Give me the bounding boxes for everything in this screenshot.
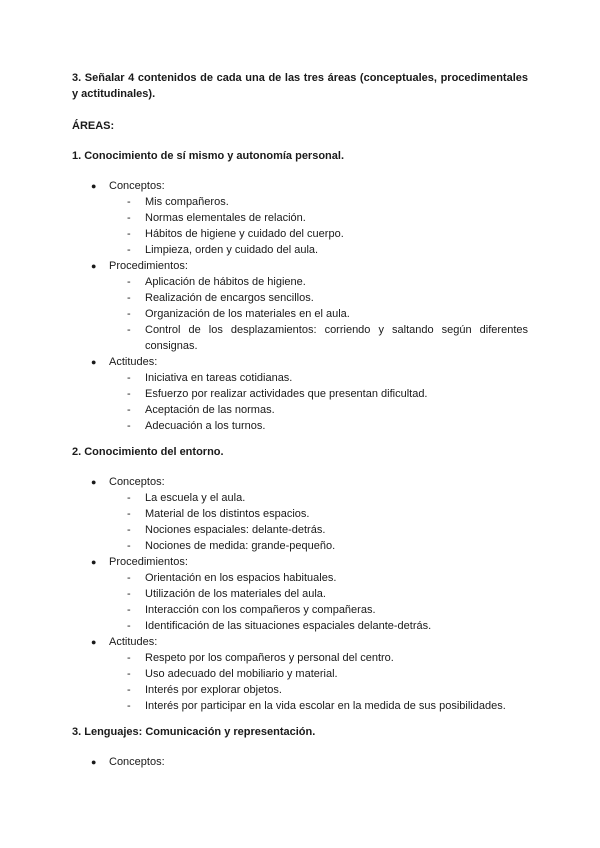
document-page bbox=[72, 70, 528, 780]
category-item bbox=[72, 474, 528, 554]
category-label: Conceptos: bbox=[109, 180, 165, 192]
content-text: Material de los distintos espacios. bbox=[145, 508, 310, 520]
content-text: Uso adecuado del mobiliario y material. bbox=[145, 668, 338, 680]
content-item bbox=[72, 418, 528, 434]
bullet-icon: ● bbox=[91, 557, 97, 567]
dash-marker: - bbox=[127, 668, 131, 680]
dash-marker: - bbox=[127, 212, 131, 224]
dash-marker: - bbox=[127, 588, 131, 600]
content-item bbox=[72, 586, 528, 602]
content-text: Normas elementales de relación. bbox=[145, 212, 306, 224]
content-text: Control de los desplazamientos: corriendo y saltando según diferentes consignas. bbox=[145, 324, 528, 352]
content-text: Adecuación a los turnos. bbox=[145, 420, 266, 432]
content-item bbox=[72, 538, 528, 554]
content-item bbox=[72, 226, 528, 242]
content-item bbox=[72, 242, 528, 258]
category-item bbox=[72, 354, 528, 434]
section-title: 1. Conocimiento de sí mismo y autonomía personal. bbox=[72, 150, 344, 162]
bullet-icon: ● bbox=[91, 261, 97, 271]
content-text: La escuela y el aula. bbox=[145, 492, 246, 504]
dash-marker: - bbox=[127, 388, 131, 400]
dash-marker: - bbox=[127, 700, 131, 712]
category-label: Conceptos: bbox=[109, 756, 165, 768]
content-item bbox=[72, 666, 528, 682]
category-list bbox=[72, 474, 528, 714]
dash-marker: - bbox=[127, 572, 131, 584]
content-item bbox=[72, 370, 528, 386]
content-text: Respeto por los compañeros y personal del centro. bbox=[145, 652, 394, 664]
content-item bbox=[72, 306, 528, 322]
bullet-icon: ● bbox=[91, 181, 97, 191]
dash-marker: - bbox=[127, 420, 131, 432]
category-item bbox=[72, 754, 528, 770]
content-item bbox=[72, 290, 528, 306]
content-item bbox=[72, 194, 528, 210]
content-list bbox=[72, 370, 528, 434]
category-label: Actitudes: bbox=[109, 356, 158, 368]
content-item bbox=[72, 698, 528, 714]
content-text: Organización de los materiales en el aula. bbox=[145, 308, 350, 320]
content-item bbox=[72, 682, 528, 698]
dash-marker: - bbox=[127, 244, 131, 256]
content-list bbox=[72, 274, 528, 354]
dash-marker: - bbox=[127, 620, 131, 632]
content-text: Hábitos de higiene y cuidado del cuerpo. bbox=[145, 228, 344, 240]
content-list bbox=[72, 194, 528, 258]
content-text: Nociones espaciales: delante-detrás. bbox=[145, 524, 326, 536]
content-item bbox=[72, 618, 528, 634]
dash-marker: - bbox=[127, 372, 131, 384]
dash-marker: - bbox=[127, 604, 131, 616]
content-text: Realización de encargos sencillos. bbox=[145, 292, 314, 304]
dash-marker: - bbox=[127, 540, 131, 552]
dash-marker: - bbox=[127, 524, 131, 536]
dash-marker: - bbox=[127, 324, 131, 336]
bullet-icon: ● bbox=[91, 477, 97, 487]
dash-marker: - bbox=[127, 228, 131, 240]
content-item bbox=[72, 402, 528, 418]
content-item bbox=[72, 570, 528, 586]
content-text: Limpieza, orden y cuidado del aula. bbox=[145, 244, 319, 256]
content-text: Interés por explorar objetos. bbox=[145, 684, 282, 696]
content-item bbox=[72, 322, 528, 354]
category-item bbox=[72, 178, 528, 258]
category-label: Procedimientos: bbox=[109, 260, 188, 272]
dash-marker: - bbox=[127, 404, 131, 416]
bullet-icon: ● bbox=[91, 637, 97, 647]
dash-marker: - bbox=[127, 308, 131, 320]
content-list bbox=[72, 570, 528, 634]
category-list bbox=[72, 754, 528, 770]
dash-marker: - bbox=[127, 508, 131, 520]
category-item bbox=[72, 634, 528, 714]
content-item bbox=[72, 274, 528, 290]
content-item bbox=[72, 506, 528, 522]
content-text: Nociones de medida: grande-pequeño. bbox=[145, 540, 336, 552]
question-title: 3. Señalar 4 contenidos de cada una de las tres áreas (conceptuales, procedimentales y actitudinales). bbox=[72, 72, 528, 100]
content-item bbox=[72, 386, 528, 402]
content-text: Utilización de los materiales del aula. bbox=[145, 588, 326, 600]
dash-marker: - bbox=[127, 276, 131, 288]
section-title: 3. Lenguajes: Comunicación y representación. bbox=[72, 726, 316, 738]
dash-marker: - bbox=[127, 292, 131, 304]
content-list bbox=[72, 650, 528, 714]
dash-marker: - bbox=[127, 196, 131, 208]
content-item bbox=[72, 210, 528, 226]
bullet-icon: ● bbox=[91, 357, 97, 367]
bullet-icon: ● bbox=[91, 757, 97, 767]
content-text: Interacción con los compañeros y compañeras. bbox=[145, 604, 376, 616]
content-item bbox=[72, 650, 528, 666]
category-item bbox=[72, 554, 528, 634]
section-title: 2. Conocimiento del entorno. bbox=[72, 446, 224, 458]
dash-marker: - bbox=[127, 492, 131, 504]
category-label: Actitudes: bbox=[109, 636, 158, 648]
content-text: Interés por participar en la vida escolar en la medida de sus posibilidades. bbox=[145, 700, 506, 712]
category-label: Procedimientos: bbox=[109, 556, 188, 568]
content-item bbox=[72, 602, 528, 618]
content-list bbox=[72, 490, 528, 554]
content-text: Orientación en los espacios habituales. bbox=[145, 572, 337, 584]
content-text: Aplicación de hábitos de higiene. bbox=[145, 276, 306, 288]
content-item bbox=[72, 522, 528, 538]
content-text: Mis compañeros. bbox=[145, 196, 229, 208]
areas-heading: ÁREAS: bbox=[72, 120, 115, 132]
content-text: Aceptación de las normas. bbox=[145, 404, 275, 416]
category-list bbox=[72, 178, 528, 434]
dash-marker: - bbox=[127, 684, 131, 696]
content-text: Identificación de las situaciones espaciales delante-detrás. bbox=[145, 620, 432, 632]
sections-container bbox=[72, 148, 528, 770]
content-text: Iniciativa en tareas cotidianas. bbox=[145, 372, 293, 384]
dash-marker: - bbox=[127, 652, 131, 664]
category-item bbox=[72, 258, 528, 354]
content-item bbox=[72, 490, 528, 506]
content-text: Esfuerzo por realizar actividades que presentan dificultad. bbox=[145, 388, 428, 400]
category-label: Conceptos: bbox=[109, 476, 165, 488]
